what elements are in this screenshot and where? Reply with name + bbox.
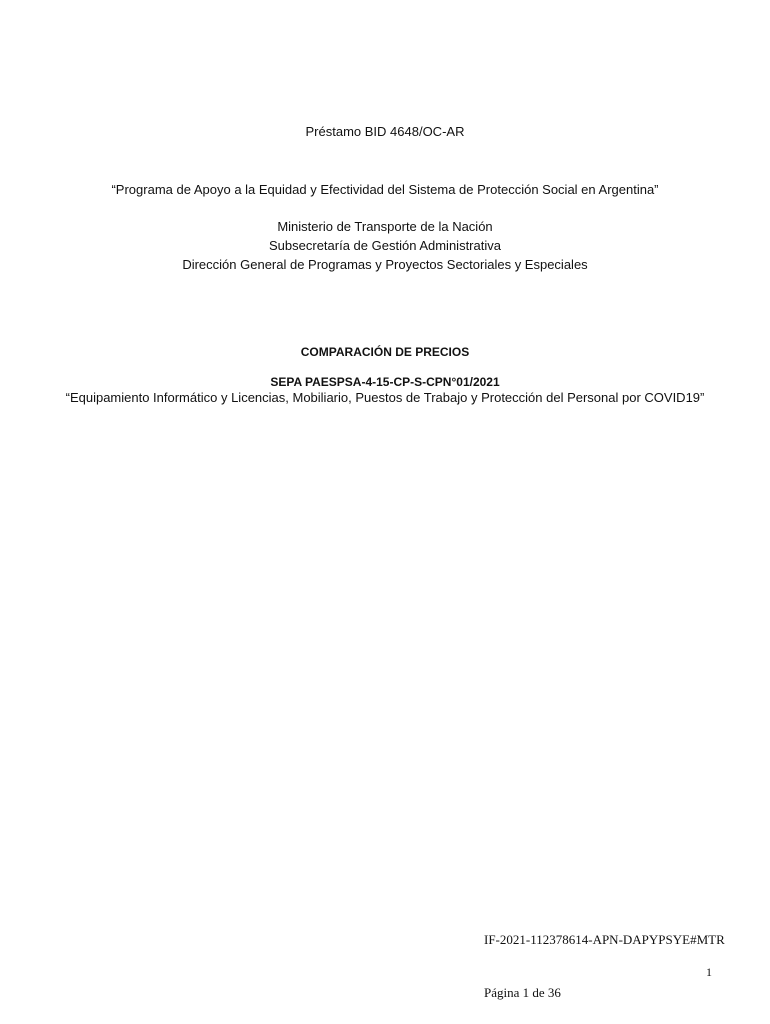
procedure-reference: SEPA PAESPSA-4-15-CP-S-CPN°01/2021 [270, 375, 500, 389]
ministry-name: Ministerio de Transporte de la Nación [277, 219, 493, 234]
loan-title: Préstamo BID 4648/OC-AR [305, 124, 465, 139]
procedure-title: COMPARACIÓN DE PRECIOS [300, 345, 470, 359]
page-number: 1 [706, 965, 712, 979]
subsecretariat-name: Subsecretaría de Gestión Administrativa [269, 238, 501, 253]
document-id: IF-2021-112378614-APN-DAPYPSYE#MTR [484, 932, 725, 947]
procedure-subject: “Equipamiento Informático y Licencias, Mobiliario, Puestos de Trabajo y Protección del Personal por COVID19” [65, 390, 705, 405]
page-label: Página 1 de 36 [484, 985, 561, 1000]
directorate-name: Dirección General de Programas y Proyectos Sectoriales y Especiales [182, 257, 588, 272]
program-title: “Programa de Apoyo a la Equidad y Efectividad del Sistema de Protección Social en Argentina” [111, 182, 659, 197]
